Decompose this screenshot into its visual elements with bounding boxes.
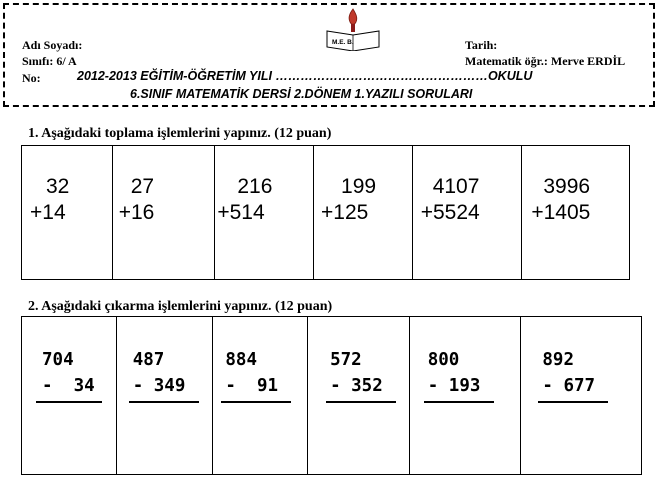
number-label: No:: [22, 71, 41, 85]
date-label: Tarih:: [465, 38, 498, 52]
question1-title: 1. Aşağıdaki toplama işlemlerini yapınız. (12 puan): [28, 126, 332, 141]
addend-top: 32: [46, 175, 70, 198]
addend-top: 3996: [543, 175, 591, 198]
addend-top: 27: [130, 175, 155, 198]
minuend: 800: [427, 350, 460, 370]
result-line: [326, 401, 396, 403]
result-line: [221, 401, 291, 403]
result-line: [129, 401, 199, 403]
subtraction-problem: [308, 317, 410, 474]
minuend: 572: [330, 350, 362, 370]
subtraction-problem: [117, 317, 214, 474]
logo-text: M.E. B.: [332, 39, 354, 46]
addend-bottom: +5524: [420, 201, 480, 224]
subtrahend: - 193: [427, 376, 481, 396]
result-line: [36, 401, 102, 403]
question2-title: 2. Aşağıdaki çıkarma işlemlerini yapınız. (12 puan): [28, 299, 333, 314]
addition-problem: [215, 146, 314, 279]
minuend: 892: [542, 350, 574, 370]
teacher-label: Matematik öğr.: Merve ERDİL: [465, 54, 626, 68]
addend-bottom: +125: [321, 201, 369, 224]
addition-problem: [22, 146, 113, 279]
subtraction-problem: [521, 317, 641, 474]
subtraction-problem: [22, 317, 117, 474]
addend-top: 199: [341, 175, 377, 198]
meb-logo: [323, 7, 383, 51]
exam-title: 6.SINIF MATEMATİK DERSİ 2.DÖNEM 1.YAZILI SORULARI: [130, 87, 473, 101]
addend-top: 4107: [432, 175, 480, 198]
addition-problem: [314, 146, 413, 279]
addend-top: 216: [237, 175, 273, 198]
addition-grid: [21, 145, 630, 280]
subtrahend: - 349: [132, 376, 186, 396]
addition-problem: [522, 146, 629, 279]
result-line: [538, 401, 608, 403]
result-line: [424, 401, 494, 403]
minuend: 487: [132, 350, 165, 370]
addition-problem: [413, 146, 523, 279]
subtraction-problem: [410, 317, 522, 474]
name-label: Adı Soyadı:: [22, 38, 83, 52]
addend-bottom: +16: [118, 201, 155, 224]
subtraction-problem: [213, 317, 308, 474]
subtrahend: - 352: [330, 376, 383, 396]
subtrahend: - 34: [42, 376, 95, 396]
addend-bottom: +14: [30, 201, 66, 224]
class-label: Sınıfı: 6/ A: [22, 54, 77, 68]
subtrahend: - 91: [225, 376, 279, 396]
subtrahend: - 677: [542, 376, 596, 396]
exam-header: [3, 3, 655, 107]
addition-problem: [113, 146, 216, 279]
school-year-line: 2012-2013 EĞİTİM-ÖĞRETİM YILI ……………………………………………OKULU: [77, 69, 533, 83]
addend-bottom: +1405: [531, 201, 591, 224]
addend-bottom: +514: [217, 201, 265, 224]
subtraction-grid: [21, 316, 642, 475]
minuend: 704: [42, 350, 74, 370]
minuend: 884: [225, 350, 257, 370]
